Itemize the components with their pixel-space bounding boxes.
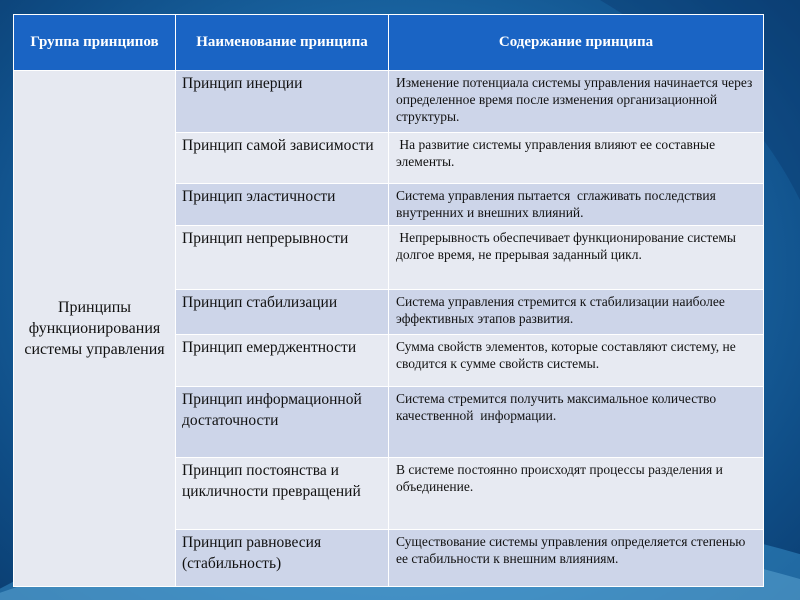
principle-content: Система управления пытается сглаживать последствия внутренних и внешних влияний. bbox=[389, 184, 764, 226]
principle-content: Система управления стремится к стабилизации наиболее эффективных этапов развития. bbox=[389, 290, 764, 335]
principle-content: Система стремится получить максимальное количество качественной информации. bbox=[389, 387, 764, 458]
principle-name: Принцип самой зависимости bbox=[176, 133, 389, 184]
header-row bbox=[14, 15, 764, 71]
principle-content: На развитие системы управления влияют ее составные элементы. bbox=[389, 133, 764, 184]
header-group: Группа принципов bbox=[14, 15, 176, 71]
principle-content: В системе постоянно происходят процессы разделения и объединение. bbox=[389, 458, 764, 530]
principle-name: Принцип емерджентности bbox=[176, 335, 389, 387]
principles-table-container bbox=[13, 14, 763, 586]
principle-name: Принцип информационной достаточности bbox=[176, 387, 389, 458]
principle-name: Принцип эластичности bbox=[176, 184, 389, 226]
principle-name: Принцип непрерывности bbox=[176, 226, 389, 290]
principle-name: Принцип инерции bbox=[176, 71, 389, 133]
principle-name: Принцип стабилизации bbox=[176, 290, 389, 335]
group-cell: Принципы функционирования системы управления bbox=[14, 71, 176, 587]
principle-content: Непрерывность обеспечивает функционирование системы долгое время, не прерывая заданный цикл. bbox=[389, 226, 764, 290]
header-name: Наименование принципа bbox=[176, 15, 389, 71]
principle-content: Существование системы управления определяется степенью ее стабильности к внешним влияниям. bbox=[389, 530, 764, 587]
principle-name: Принцип равновесия (стабильность) bbox=[176, 530, 389, 587]
table-row bbox=[14, 71, 764, 133]
principle-content: Изменение потенциала системы управления начинается через определенное время после изменения организационной структуры. bbox=[389, 71, 764, 133]
principle-content: Сумма свойств элементов, которые составляют систему, не сводится к сумме свойств системы. bbox=[389, 335, 764, 387]
header-content: Содержание принципа bbox=[389, 15, 764, 71]
principles-table bbox=[13, 14, 764, 587]
principle-name: Принцип постоянства и цикличности превращений bbox=[176, 458, 389, 530]
